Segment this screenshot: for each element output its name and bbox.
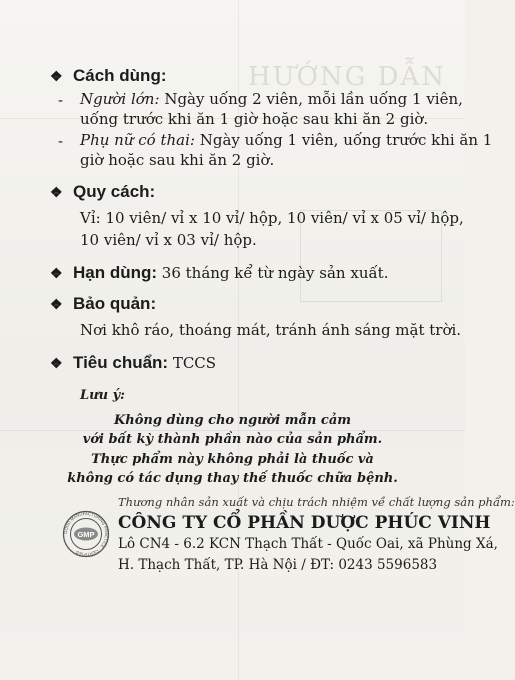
gmp-ring-text: GOOD MANUFACTURING PRACTICE · CERTIFIED	[62, 510, 110, 558]
standard-text: TCCS	[172, 354, 217, 372]
adult-text: Ngày uống 2 viên, mỗi lần uống 1 viên,	[164, 90, 463, 108]
note-line: với bất kỳ thành phần nào của sản phẩm.	[82, 432, 383, 447]
diamond-bullet-icon: ❖	[50, 68, 63, 84]
shelf-life-heading: ❖ Hạn dùng: 36 tháng kể từ ngày sản xuất.	[50, 263, 389, 282]
company-address-line1: Lô CN4 - 6.2 KCN Thạch Thất - Quốc Oai, xã Phùng Xá,	[118, 536, 498, 552]
dash-bullet: -	[58, 91, 64, 109]
shelf-life-text: 36 tháng kể từ ngày sản xuất.	[161, 264, 389, 282]
packaging-line1: Vỉ: 10 viên/ vỉ x 10 vỉ/ hộp, 10 viên/ vỉ x 05 vỉ/ hộp,	[80, 209, 464, 227]
pregnant-text-line2: giờ hoặc sau khi ăn 2 giờ.	[80, 151, 275, 169]
dash-bullet: -	[58, 132, 64, 150]
usage-heading: ❖ Cách dùng:	[50, 66, 167, 85]
diamond-bullet-icon: ❖	[50, 296, 63, 312]
packaging-heading: ❖ Quy cách:	[50, 182, 156, 201]
ghost-heading: HƯỚNG DẪN	[248, 62, 447, 92]
gmp-logo-text: GMP	[77, 529, 95, 539]
diamond-bullet-icon: ❖	[50, 355, 63, 371]
pregnant-label: Phụ nữ có thai:	[80, 131, 195, 149]
diamond-bullet-icon: ❖	[50, 265, 63, 281]
gmp-logo-icon	[62, 510, 110, 558]
fold-line	[0, 430, 465, 431]
company-address-line2: H. Thạch Thất, TP. Hà Nội / ĐT: 0243 5596583	[118, 557, 438, 573]
standard-heading: ❖ Tiêu chuẩn: TCCS	[50, 353, 217, 372]
adult-usage	[80, 90, 463, 108]
note-line: không có tác dụng thay thế thuốc chữa bệnh.	[67, 471, 398, 486]
storage-heading: ❖ Bảo quản:	[50, 294, 157, 313]
producer-caption: Thương nhân sản xuất và chịu trách nhiệm về chất lượng sản phẩm:	[118, 495, 515, 509]
company-name: CÔNG TY CỔ PHẦN DƯỢC PHÚC VINH	[118, 513, 491, 533]
packaging-line2: 10 viên/ vỉ x 03 vỉ/ hộp.	[80, 231, 257, 249]
note-label: Lưu ý:	[80, 388, 125, 403]
note-line: Không dùng cho người mẫn cảm	[113, 413, 352, 428]
storage-text: Nơi khô ráo, thoáng mát, tránh ánh sáng mặt trời.	[80, 321, 462, 339]
adult-text-line2: uống trước khi ăn 1 giờ hoặc sau khi ăn 2 giờ.	[80, 110, 429, 128]
diamond-bullet-icon: ❖	[50, 184, 63, 200]
pregnant-text: Ngày uống 1 viên, uống trước khi ăn 1	[199, 131, 493, 149]
note-line: Thực phẩm này không phải là thuốc và	[91, 452, 374, 467]
adult-label: Người lớn:	[80, 90, 160, 108]
pregnant-usage	[80, 131, 492, 149]
